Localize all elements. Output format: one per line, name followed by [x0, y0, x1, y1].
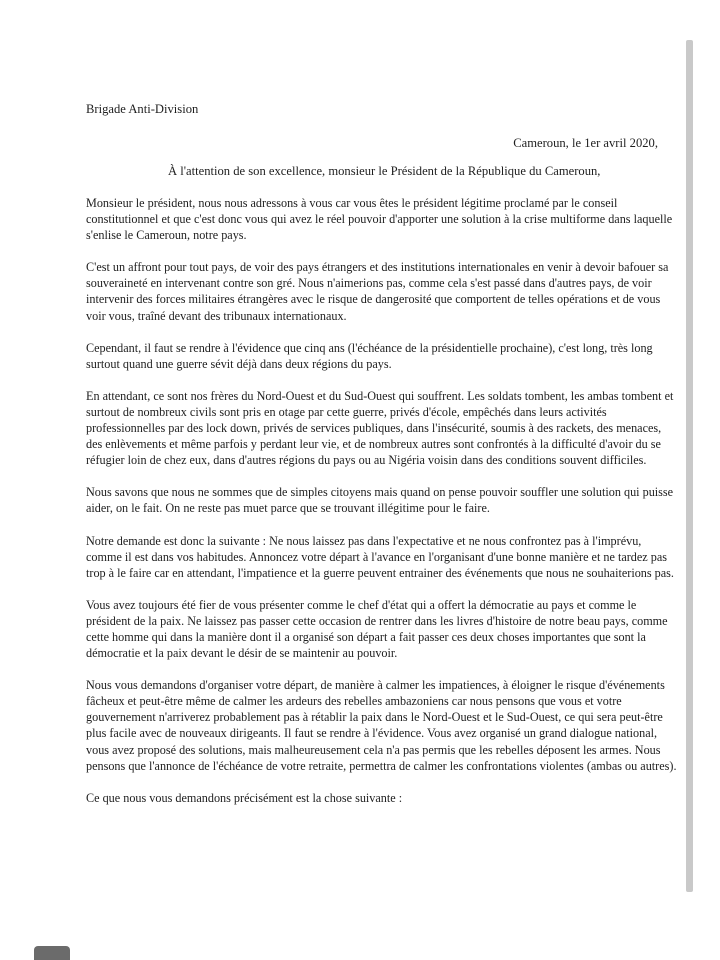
paragraph: Monsieur le président, nous nous adressons à vous car vous êtes le président légitime proclamé par le conseil constitutionnel et que c'est donc vous qui avez le réel pouvoir d'apporter une solution à la crise multiforme dans laquelle s'enlise le Cameroun, notre pays. — [86, 196, 673, 243]
paragraph: Notre demande est donc la suivante : Ne nous laissez pas dans l'expectative et ne nous confrontez pas à l'imprévu, comme il est dans vos habitudes. Annoncez votre départ à l'avance en l'organisant d'une bonne manière et ne tardez pas trop à le faire car en attendant, l'impatience et la guerre peuvent entrainer des événements que nous ne souhaiterions pas. — [86, 533, 674, 580]
paragraph: Ce que nous vous demandons précisément est la chose suivante : — [86, 790, 403, 805]
date-line: Cameroun, le 1er avril 2020, — [513, 136, 658, 150]
paragraph: Vous avez toujours été fier de vous présenter comme le chef d'état qui a offert la démocratie au pays et comme le président de la paix. Ne laissez pas passer cette occasion de rentrer dans les livres d'histoire de notre beau pays, comme cette homme qui dans la manière dont il a organisé son départ a fait passer ces deux choses importantes que sont la démocratie et la paix devant le désir de se maintenir au pouvoir. — [86, 597, 668, 661]
attention-line: À l'attention de son excellence, monsieur le Président de la République du Cameroun, — [168, 164, 601, 178]
paragraph: Nous savons que nous ne sommes que de simples citoyens mais quand on pense pouvoir souffler une solution qui puisse aider, on le fait. On ne reste pas muet parce que se trouvant illégitime pour le faire. — [86, 485, 674, 516]
paragraph: En attendant, ce sont nos frères du Nord-Ouest et du Sud-Ouest qui souffrent. Les soldats tombent, les ambas tombent et surtout de nombreux civils sont pris en otage par cette guerre, privés d'école, empêchés dans leurs activités professionnelles par des lock down, privés de services publiques, dans l'insécurité, soumis à des rackets, des menaces, des enlèvements et même parfois y perdant leur vie, et de nombreux autres sont confrontés à la difficulté d'avoir du se réfugier loin de chez eux, dans d'autres régions du pays ou au Nigéria voisin dans des conditions souvent difficiles. — [86, 388, 674, 468]
paragraph: C'est un affront pour tout pays, de voir des pays étrangers et des institutions internationales en venir à devoir bafouer sa souveraineté en intervenant contre son gré. Nous n'aimerions pas, comme cela s'est passé dans d'autres pays, de voir intervenir des forces militaires étrangères avec le risque de dangerosité que comportent de telles opérations et de vous voir vous, traîné devant des tribunaux internationaux. — [86, 260, 669, 323]
paragraph: Nous vous demandons d'organiser votre départ, de manière à calmer les impatiences, à éloigner le risque d'événements fâcheux et peut-être même de calmer les ardeurs des rebelles ambazoniens car nous pensons que vous et votre gouvernement n'arriverez probablement pas à rétablir la paix dans le Nord-Ouest et le Sud-Ouest, ce qui sera peut-être plus facile avec de nouveaux dirigeants. Il faut se rendre à l'évidence. Vous avez organisé un grand dialogue national, vous avez proposé des solutions, mais malheureusement cela n'a pas permis que les rebelles déposent les armes. Nous pensons que l'annonce de l'échéance de votre retraite, permettra de calmer les confrontations violentes (ambas ou autres). — [86, 678, 677, 773]
sender-name: Brigade Anti-Division — [86, 102, 199, 116]
vertical-scrollbar[interactable] — [686, 40, 693, 892]
letter-body — [86, 195, 678, 806]
paragraph: Cependant, il faut se rendre à l'évidence que cinq ans (l'échéance de la présidentielle prochaine), c'est long, très long surtout quand une guerre sévit déjà dans deux régions du pays. — [86, 340, 653, 371]
